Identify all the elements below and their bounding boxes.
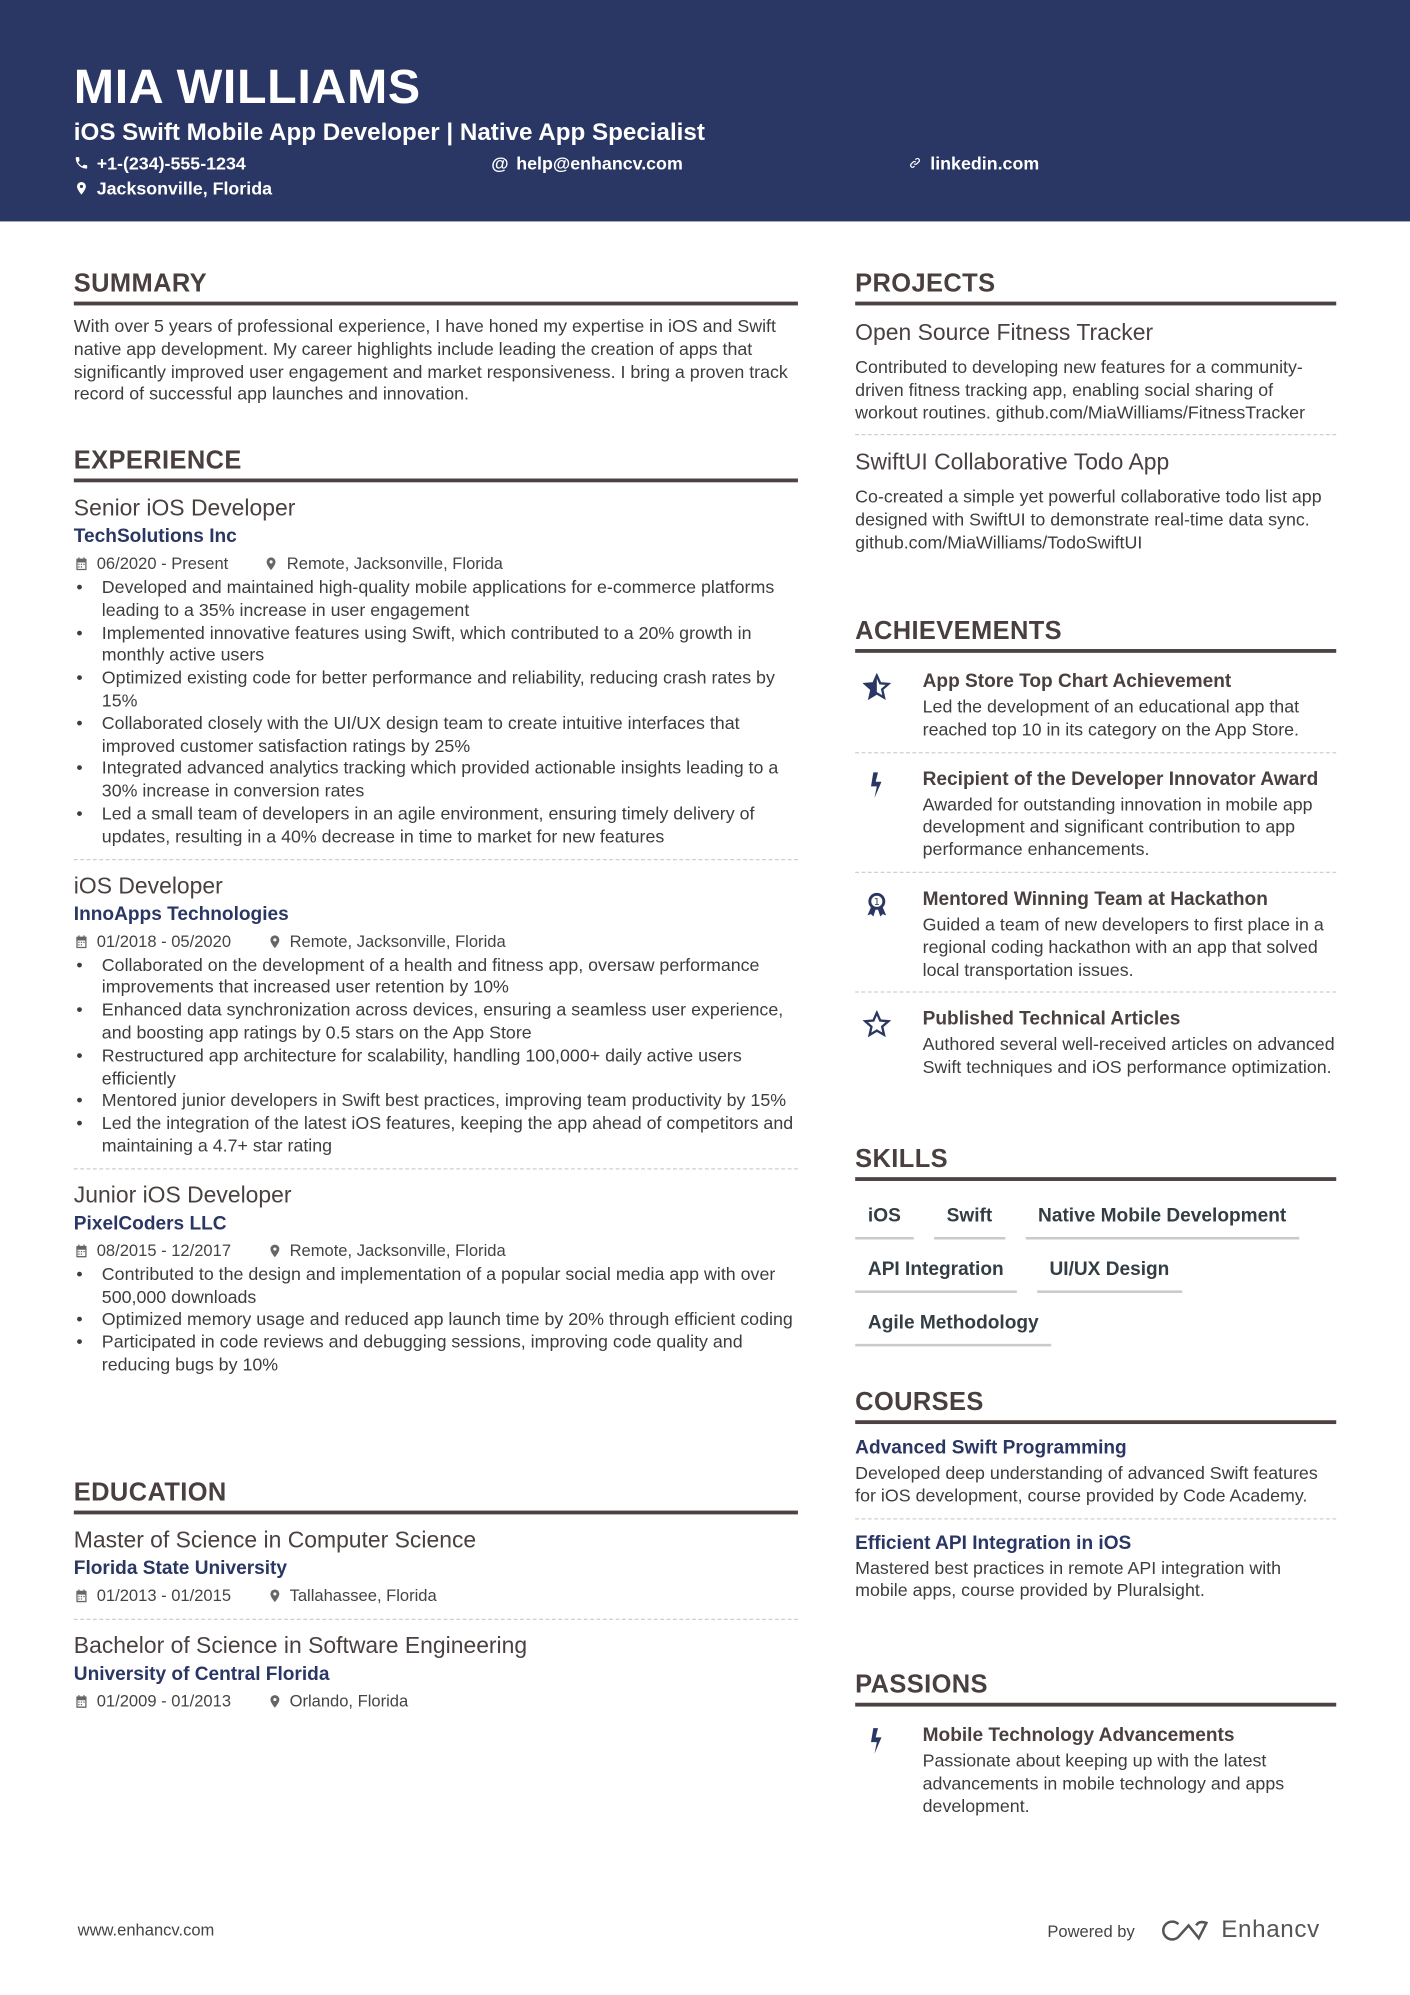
bullet-item: • Implemented innovative features using Swift, which contributed to a 20% growth in monthly active users xyxy=(74,622,798,667)
bullet-item: • Optimized existing code for better performance and reliability, reducing crash rates by 15% xyxy=(74,667,798,712)
entry-title: Mobile Technology Advancements xyxy=(922,1724,1235,1747)
entry-content xyxy=(923,1722,1337,1818)
medal-icon xyxy=(855,886,922,982)
course-name: Efficient API Integration in iOS xyxy=(855,1531,1132,1554)
svg-text:1: 1 xyxy=(873,896,880,908)
passions-section xyxy=(855,1670,1336,1836)
skill-tag: UI/UX Design xyxy=(1037,1252,1182,1293)
job-title: Junior iOS Developer xyxy=(73,1181,292,1208)
skill-tag: Swift xyxy=(934,1199,1005,1240)
experience-heading: EXPERIENCE xyxy=(74,445,798,482)
entry-description: Authored several well-received articles on advanced Swift techniques and iOS performance optimization. xyxy=(922,1033,1335,1077)
entry-description: Guided a team of new developers to first place in a regional coding hackathon with an app that solved local transportation issues. xyxy=(922,913,1324,980)
skills-section xyxy=(855,1144,1336,1346)
location: Orlando, Florida xyxy=(289,1691,409,1711)
email-link[interactable]: help@enhancv.com xyxy=(516,152,683,174)
courses-section xyxy=(855,1387,1336,1623)
job-title: Senior iOS Developer xyxy=(73,495,296,521)
achievement-entry xyxy=(855,663,1336,753)
location-pin-icon xyxy=(267,1243,282,1258)
entry-description: Passionate about keeping up with the latest advancements in mobile technology and apps development. xyxy=(922,1749,1285,1816)
degree: Bachelor of Science in Software Engineering xyxy=(73,1632,528,1659)
bullet-list xyxy=(74,1263,798,1376)
location: Remote, Jacksonville, Florida xyxy=(289,1240,506,1260)
date-range: 01/2013 - 01/2015 xyxy=(96,1585,232,1605)
course-entry xyxy=(855,1434,1336,1519)
bullet-item: • Led a small team of developers in an agile environment, ensuring timely delivery of updates, resulting in a 40% decrease in time to market for new features xyxy=(74,803,798,848)
achievement-entry xyxy=(855,760,1336,872)
entry-title: Published Technical Articles xyxy=(922,1008,1181,1031)
location-pin-icon xyxy=(74,181,89,196)
entry-description: Led the development of an educational app that reached top 10 in its category on the App Store. xyxy=(922,696,1300,740)
calendar-icon xyxy=(74,934,89,949)
bullet-item: • Restructured app architecture for scalability, handling 100,000+ daily active users efficiently xyxy=(74,1044,798,1089)
school-name: Florida State University xyxy=(73,1557,288,1580)
course-description: Developed deep understanding of advanced Swift features for iOS development, course provided by Code Academy. xyxy=(855,1462,1318,1506)
summary-section xyxy=(74,269,798,407)
link-icon xyxy=(907,155,922,170)
skills-heading: SKILLS xyxy=(855,1144,1336,1181)
experience-section xyxy=(74,445,798,1397)
job-entry xyxy=(74,870,798,1169)
bullet-item: • Integrated advanced analytics tracking which provided actionable insights leading to a 30% increase in conversion rates xyxy=(74,758,798,803)
entry-title: Mentored Winning Team at Hackathon xyxy=(922,888,1268,910)
bullet-item: • Collaborated closely with the UI/UX design team to create intuitive interfaces that improved customer satisfaction ratings by 25% xyxy=(74,712,798,757)
course-description: Mastered best practices in remote API integration with mobile apps, course provided by Pluralsight. xyxy=(855,1557,1282,1601)
date-location-row xyxy=(74,1689,798,1714)
bullet-item: • Contributed to the design and implementation of a popular social media app with over 500,000 downloads xyxy=(74,1263,798,1308)
projects-heading: PROJECTS xyxy=(855,269,1336,306)
date-range: 01/2009 - 01/2013 xyxy=(96,1691,232,1711)
bullet-item: • Participated in code reviews and debugging sessions, improving code quality and reducing bugs by 10% xyxy=(74,1331,798,1376)
entry-content xyxy=(923,886,1337,982)
summary-heading: SUMMARY xyxy=(74,269,798,306)
course-entry xyxy=(855,1529,1336,1612)
education-entry xyxy=(74,1525,798,1620)
date-location-row xyxy=(74,551,798,576)
company-name: PixelCoders LLC xyxy=(73,1212,227,1235)
contact-email[interactable] xyxy=(491,153,683,173)
contact-phone xyxy=(74,153,246,173)
lightning-icon xyxy=(855,766,922,862)
project-description: Contributed to developing new features for a community-driven fitness tracking app, enabling social sharing of workout routines. github.com/MiaWilliams/FitnessTracker xyxy=(855,356,1306,422)
course-name: Advanced Swift Programming xyxy=(855,1436,1127,1459)
company-name: InnoApps Technologies xyxy=(73,902,289,925)
skill-tag: Native Mobile Development xyxy=(1025,1199,1299,1240)
job-entry xyxy=(74,492,798,859)
candidate-title: iOS Swift Mobile App Developer | Native App Specialist xyxy=(73,119,705,147)
location-pin-icon xyxy=(264,556,279,571)
bullet-list xyxy=(74,576,798,848)
contact-location xyxy=(74,178,272,198)
entry-content xyxy=(923,1006,1337,1079)
achievement-entry xyxy=(855,1001,1336,1090)
calendar-icon xyxy=(74,1588,89,1603)
achievement-entry xyxy=(855,881,1336,993)
skill-tag: Agile Methodology xyxy=(855,1306,1051,1347)
location: Tallahassee, Florida xyxy=(289,1585,437,1605)
bullet-item: • Developed and maintained high-quality mobile applications for e-commerce platforms leading to a 35% increase in user engagement xyxy=(74,576,798,621)
location-pin-icon xyxy=(267,1694,282,1709)
at-icon: @ xyxy=(491,152,509,174)
bullet-list xyxy=(74,954,798,1158)
entry-content xyxy=(923,766,1337,862)
contact-link[interactable] xyxy=(907,153,1039,173)
enhancv-logo[interactable] xyxy=(1160,1917,1320,1945)
entry-title: App Store Top Chart Achievement xyxy=(922,670,1232,693)
skill-tag: iOS xyxy=(855,1199,913,1240)
projects-section xyxy=(855,269,1336,575)
achievements-heading: ACHIEVEMENTS xyxy=(855,616,1336,653)
calendar-icon xyxy=(74,556,89,571)
date-location-row xyxy=(74,1583,798,1608)
education-entry xyxy=(74,1630,798,1724)
powered-by-text: Powered by xyxy=(1047,1920,1135,1941)
degree: Master of Science in Computer Science xyxy=(73,1527,477,1553)
education-heading: EDUCATION xyxy=(74,1477,798,1514)
candidate-name: MIA WILLIAMS xyxy=(73,61,421,115)
calendar-icon xyxy=(74,1243,89,1258)
phone-text: +1-(234)-555-1234 xyxy=(96,152,246,174)
bullet-item: • Optimized memory usage and reduced app launch time by 20% through efficient coding xyxy=(74,1309,798,1332)
enhancv-logo-icon xyxy=(1160,1918,1208,1943)
project-name: Open Source Fitness Tracker xyxy=(855,319,1154,345)
date-range: 08/2015 - 12/2017 xyxy=(96,1240,232,1260)
linkedin-link[interactable]: linkedin.com xyxy=(930,152,1040,174)
achievements-section xyxy=(855,616,1336,1097)
passions-heading: PASSIONS xyxy=(855,1670,1336,1707)
project-entry xyxy=(855,316,1336,436)
job-title: iOS Developer xyxy=(73,872,223,898)
brand-name: Enhancv xyxy=(1221,1916,1320,1944)
calendar-icon xyxy=(74,1694,89,1709)
star-outline-icon xyxy=(855,1006,922,1079)
footer-branding xyxy=(1047,1917,1319,1945)
job-entry xyxy=(74,1179,798,1386)
entry-content xyxy=(923,668,1337,741)
location: Remote, Jacksonville, Florida xyxy=(289,930,506,951)
summary-text: With over 5 years of professional experience, I have honed my expertise in iOS and Swift native app development. My career highlights include leading the creation of apps that significantly improved user engagement and market responsiveness. I bring a proven track record of successful app launches and innovation. xyxy=(73,315,788,404)
date-location-row xyxy=(74,1238,798,1263)
bullet-item: • Collaborated on the development of a health and fitness app, oversaw performance improvements that increased user retention by 10% xyxy=(74,954,798,999)
company-name: TechSolutions Inc xyxy=(73,525,237,548)
project-entry xyxy=(855,446,1336,565)
star-half-icon xyxy=(855,668,922,741)
entry-description: Awarded for outstanding innovation in mobile app development and significant contribution to app performance enhancements. xyxy=(922,793,1313,860)
date-range: 06/2020 - Present xyxy=(96,553,229,573)
passion-entry xyxy=(855,1717,1336,1828)
project-name: SwiftUI Collaborative Todo App xyxy=(855,449,1170,476)
location: Remote, Jacksonville, Florida xyxy=(286,553,503,573)
footer-website[interactable]: www.enhancv.com xyxy=(77,1920,215,1940)
phone-icon xyxy=(74,155,89,170)
education-section xyxy=(74,1477,798,1734)
bullet-item: • Led the integration of the latest iOS features, keeping the app ahead of competitors and maintaining a 4.7+ star rating xyxy=(74,1112,798,1157)
location-text: Jacksonville, Florida xyxy=(96,178,272,199)
courses-heading: COURSES xyxy=(855,1387,1336,1424)
location-pin-icon xyxy=(267,934,282,949)
entry-title: Recipient of the Developer Innovator Award xyxy=(922,768,1319,790)
location-pin-icon xyxy=(267,1588,282,1603)
skill-tag: API Integration xyxy=(855,1252,1016,1293)
lightning-icon xyxy=(855,1722,922,1818)
project-description: Co-created a simple yet powerful collaborative todo list app designed with SwiftUI to demonstrate real-time data sync. github.com/MiaWilliams/TodoSwiftUI xyxy=(855,486,1322,553)
date-location-row xyxy=(74,928,798,953)
bullet-item: • Mentored junior developers in Swift best practices, improving team productivity by 15% xyxy=(74,1090,798,1113)
resume-header xyxy=(0,0,1410,221)
bullet-item: • Enhanced data synchronization across devices, ensuring a seamless user experience, and boosting app ratings by 0.5 stars on the App Store xyxy=(74,999,798,1044)
school-name: University of Central Florida xyxy=(73,1663,330,1685)
date-range: 01/2018 - 05/2020 xyxy=(96,930,232,951)
